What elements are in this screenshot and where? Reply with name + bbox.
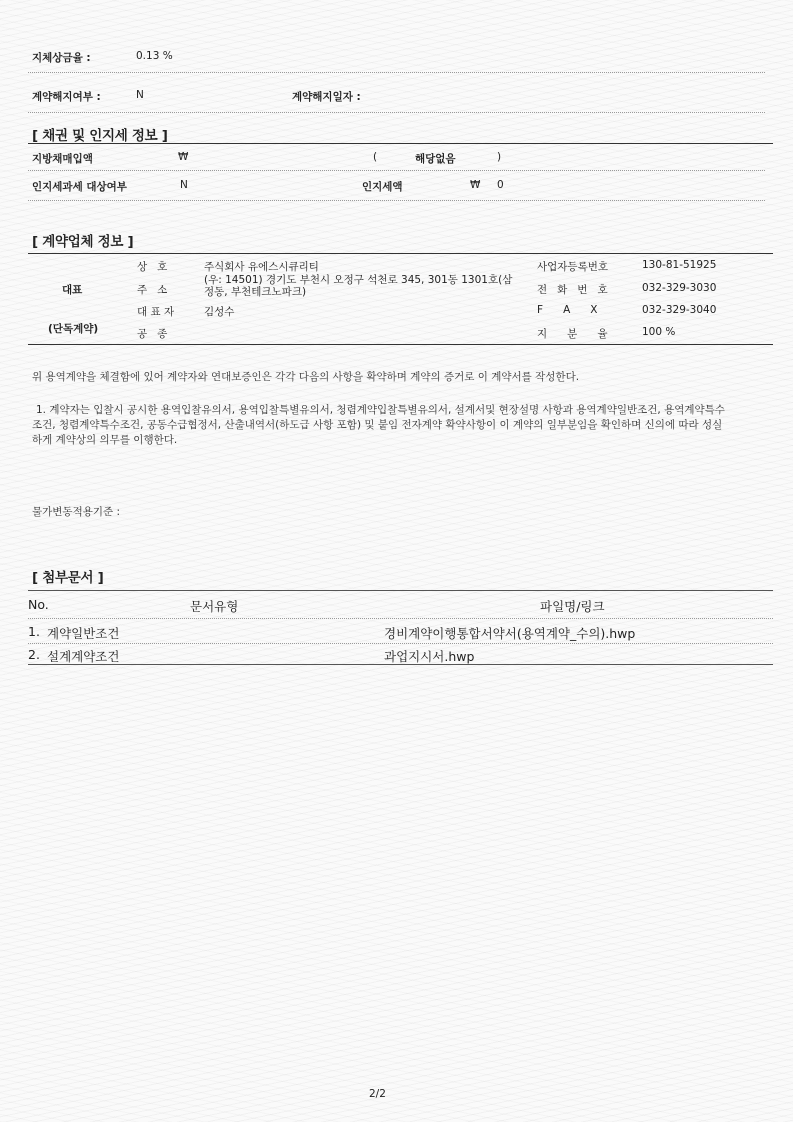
attachment-row-type: 계약일반조건 — [47, 626, 120, 641]
share-value: 100 % — [642, 326, 676, 338]
termination-value: N — [136, 89, 144, 101]
divider — [28, 590, 773, 591]
local-bond-close-paren: ) — [497, 151, 502, 163]
company-value: 주식회사 유에스시큐리티 — [204, 261, 319, 273]
attachments-section-title: [ 첨부문서 ] — [32, 570, 104, 586]
address-label: 주 소 — [137, 284, 168, 296]
termination-date-label: 계약해지일자 : — [292, 91, 361, 103]
attachments-header-type: 문서유형 — [190, 599, 239, 614]
attachments-header-file: 파일명/링크 — [540, 599, 605, 614]
divider — [28, 200, 765, 201]
delay-rate-value: 0.13 % — [136, 50, 173, 62]
company-label: 상 호 — [137, 261, 168, 273]
share-type-label: 공 종 — [137, 328, 168, 340]
delay-rate-label: 지체상금율 : — [32, 52, 91, 64]
stamp-tax-currency: ₩ — [470, 179, 481, 191]
divider — [28, 664, 773, 665]
phone-label: 전 화 번 호 — [537, 284, 608, 296]
divider — [28, 643, 773, 644]
local-bond-open-paren: ( — [373, 151, 378, 163]
bond-section-title: [ 채권 및 인지세 정보 ] — [32, 128, 168, 144]
divider — [28, 344, 773, 345]
divider — [28, 253, 773, 254]
divider — [28, 143, 773, 144]
address-line-1: (우: 14501) 경기도 부천시 오정구 석천로 345, 301동 1301호(삼 — [204, 274, 513, 286]
phone-value: 032-329-3030 — [642, 282, 717, 294]
page-number: 2/2 — [369, 1088, 386, 1100]
attachment-row-no: 1. — [28, 624, 40, 639]
agreement-text: 위 용역계약을 체결함에 있어 계약자와 연대보증인은 각각 다음의 사항을 확약하며 계약의 증거로 이 계약서를 작성한다. — [32, 371, 580, 383]
business-reg-value: 130-81-51925 — [642, 259, 717, 271]
stamp-tax-target-value: N — [180, 179, 188, 191]
contractor-section-title: [ 계약업체 정보 ] — [32, 234, 134, 250]
share-label: 지 분 율 — [537, 328, 608, 340]
divider — [28, 170, 765, 171]
fax-label: F A X — [537, 304, 598, 316]
attachment-row-type: 설계계약조건 — [47, 649, 120, 664]
clause-1-line-2: 조건, 청렴계약특수조건, 공동수급협정서, 산출내역서(하도급 사항 포함) 및 붙임 전자계약 확약사항이 이 계약의 일부분임을 확인하며 신의에 따라 성실 — [32, 419, 723, 431]
termination-label: 계약해지여부 : — [32, 91, 101, 103]
ceo-label: 대 표 자 — [137, 306, 175, 318]
divider — [28, 72, 765, 73]
local-bond-currency: ₩ — [178, 151, 189, 163]
divider — [28, 618, 773, 619]
local-bond-note: 해당없음 — [415, 153, 456, 165]
representative-label: 대표 — [62, 284, 83, 296]
attachment-row-no: 2. — [28, 647, 40, 662]
address-line-2: 정동, 부천테크노파크) — [204, 286, 307, 298]
fax-value: 032-329-3040 — [642, 304, 717, 316]
attachment-file-link[interactable]: 과업지시서.hwp — [384, 649, 475, 664]
stamp-tax-target-label: 인지세과세 대상여부 — [32, 181, 127, 193]
price-adjustment-label: 물가변동적용기준 : — [32, 506, 121, 518]
divider — [28, 112, 765, 113]
attachment-file-link[interactable]: 경비계약이행통합서약서(용역계약_수의).hwp — [384, 626, 636, 641]
local-bond-label: 지방채매입액 — [32, 153, 93, 165]
representative-sub-label: (단독계약) — [48, 323, 99, 335]
clause-1-line-1: 1. 계약자는 입찰시 공시한 용역입찰유의서, 용역입찰특별유의서, 청렴계약입찰특별유의서, 설계서및 현장설명 사항과 용역계약일반조건, 용역계약특수 — [36, 404, 725, 416]
stamp-tax-amount-label: 인지세액 — [362, 181, 403, 193]
clause-1-line-3: 하게 계약상의 의무를 이행한다. — [32, 434, 178, 446]
attachments-header-no: No. — [28, 597, 49, 612]
ceo-value: 김성수 — [204, 306, 235, 318]
stamp-tax-amount: 0 — [497, 179, 504, 191]
business-reg-label: 사업자등록번호 — [537, 261, 609, 273]
